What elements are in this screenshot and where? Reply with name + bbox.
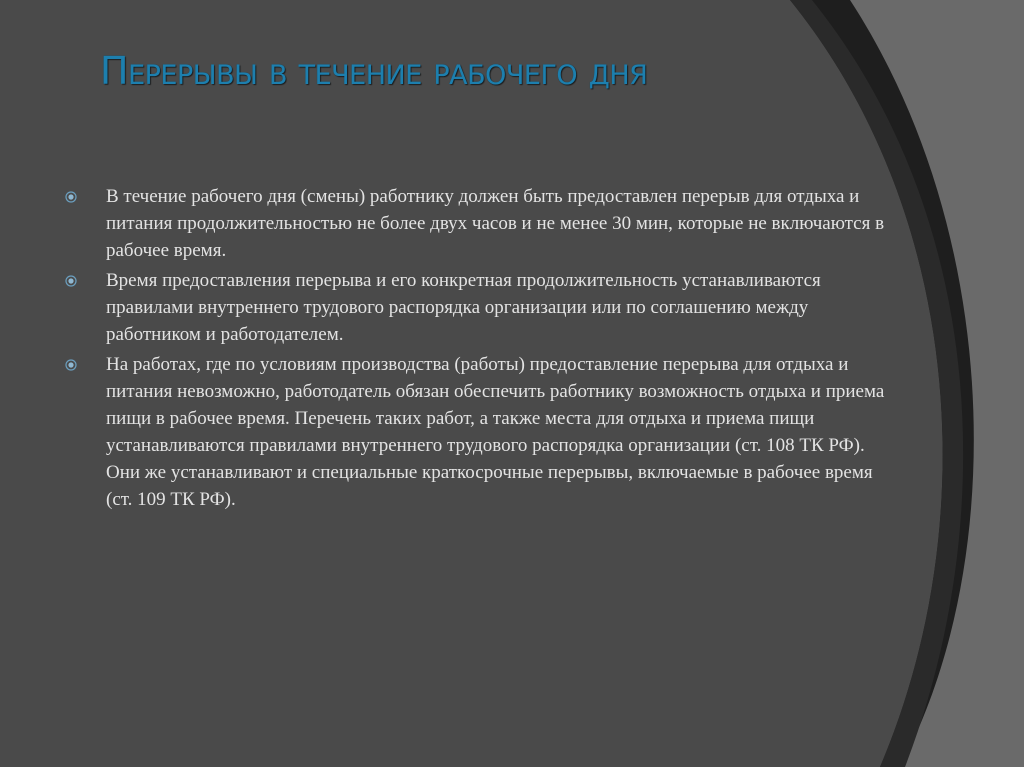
bullet-text: В течение рабочего дня (смены) работнику должен быть предоставлен перерыв для отдыха и питания продолжительностью не более двух часов и не менее 30 мин, которые не включаются в рабочее время. bbox=[106, 186, 885, 261]
list-item bbox=[65, 267, 885, 348]
circle-bullet-icon bbox=[65, 191, 77, 203]
list-item bbox=[65, 351, 885, 513]
bullet-text: Время предоставления перерыва и его конкретная продолжительность устанавливаются правилами внутреннего трудового распорядка организации или по соглашению между работником и работодателем. bbox=[106, 270, 821, 345]
bullet-list bbox=[65, 183, 885, 516]
circle-bullet-icon bbox=[65, 359, 77, 371]
list-item bbox=[65, 183, 885, 264]
bullet-text: На работах, где по условиям производства (работы) предоставление перерыва для отдыха и питания невозможно, работодатель обязан обеспечить работнику возможность отдыха и приема пищи в рабочее время. Перечень таких работ, а также места для отдыха и приема пищи устанавливаются правилами внутреннего трудового распорядка организации (ст. 108 ТК РФ). Они же устанавливают и специальные краткосрочные перерывы, включаемые в рабочее время (ст. 109 ТК РФ). bbox=[106, 354, 885, 510]
slide-title: Перерывы в течение рабочего дня bbox=[100, 49, 648, 93]
circle-bullet-icon bbox=[65, 275, 77, 287]
